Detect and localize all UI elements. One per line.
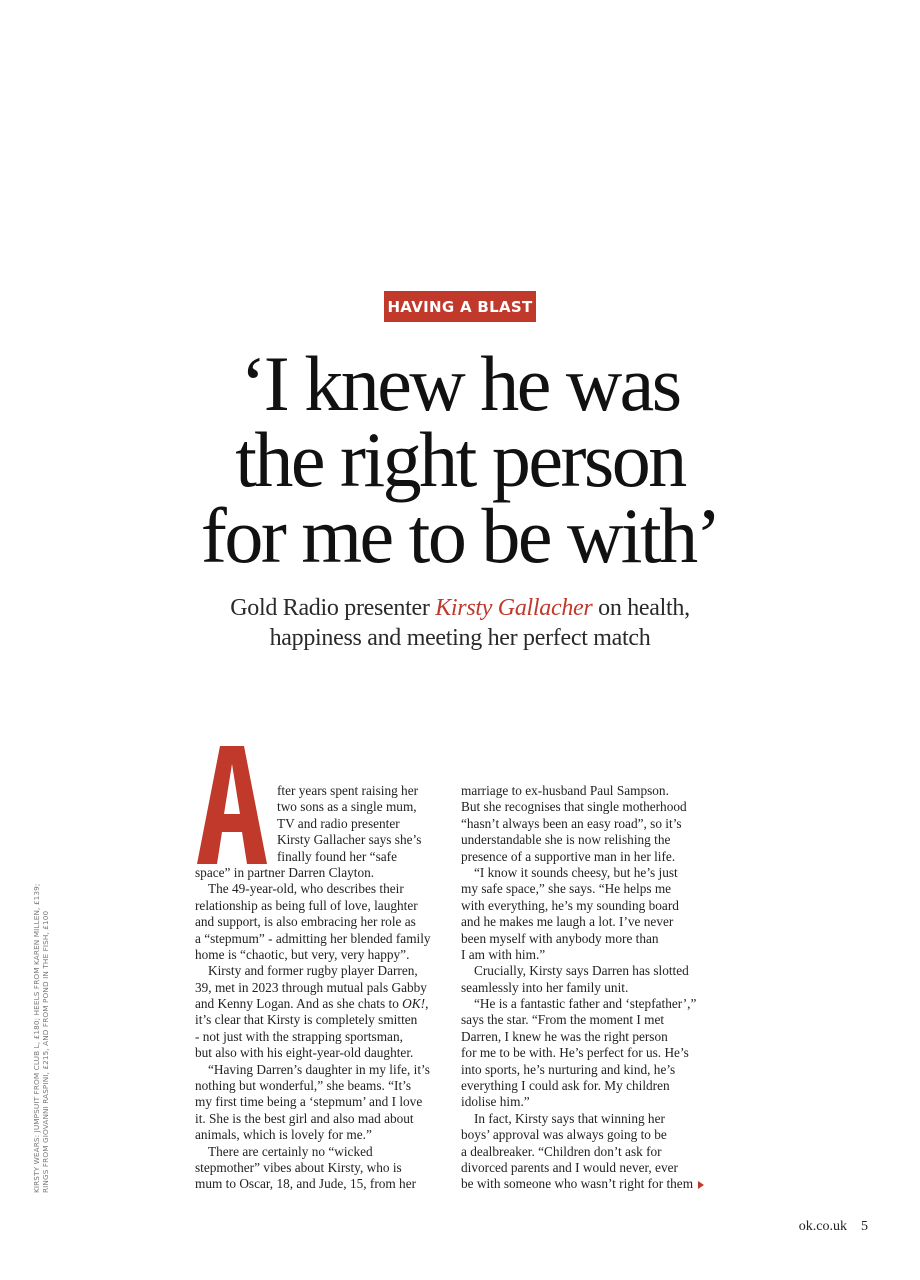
body-line: “I know it sounds cheesy, but he’s just (474, 864, 678, 880)
body-line: fter years spent raising her (277, 783, 419, 798)
body-line: seamlessly into her family unit. (461, 979, 629, 995)
body-line: finally found her “safe (277, 848, 397, 864)
body-line: Kirsty and former rugby player Darren, (208, 963, 418, 979)
body-line: In fact, Kirsty says that winning her (474, 1110, 665, 1126)
body-line: I am with him.” (461, 946, 546, 962)
fashion-credit-line-1: KIRSTY WEARS: JUMPSUIT FROM CLUB L, £180; HEELS FROM KAREN MILLEN, £139; (32, 883, 41, 1193)
body-line: “hasn’t always been an easy road”, so it’s (461, 815, 682, 831)
body-line: - not just with the strapping sportsman, (195, 1028, 403, 1044)
drop-cap-letter: A (97, 646, 98, 647)
body-line: home is “chaotic, but very, very happy”. (195, 946, 410, 962)
body-line: and support, is also embracing her role as (195, 914, 416, 930)
body-line (461, 1176, 723, 1192)
body-line: my first time being a ‘stepmum’ and I love (195, 1094, 423, 1110)
body-line: space” in partner Darren Clayton. (195, 864, 375, 880)
body-column-left (195, 783, 450, 1193)
body-line: a dealbreaker. “Children don’t ask for (461, 1143, 662, 1159)
magazine-name: OK! (402, 996, 426, 1012)
body-line: Darren, I knew he was the right person (461, 1028, 668, 1044)
body-text: and Kenny Logan. And as she chats to (195, 996, 403, 1012)
page-number: 5 (861, 1219, 868, 1234)
body-line: animals, which is lovely for me.” (195, 1127, 372, 1143)
body-column-right (461, 783, 723, 1193)
body-line: stepmother” vibes about Kirsty, who is (195, 1159, 402, 1175)
body-line: everything I could ask for. My children (461, 1078, 670, 1094)
headline (0, 340, 920, 579)
fashion-credit (32, 853, 50, 1193)
body-line: it’s clear that Kirsty is completely smitten (195, 1012, 418, 1028)
body-line: boys’ approval was always going to be (461, 1127, 667, 1143)
body-line: relationship as being full of love, laughter (195, 897, 418, 913)
body-line: “Having Darren’s daughter in my life, it’s (208, 1061, 430, 1077)
body-line: nothing but wonderful,” she beams. “It’s (195, 1078, 412, 1094)
body-line: into sports, he’s nurturing and kind, he’s (461, 1061, 676, 1077)
body-line: my safe space,” she says. “He helps me (461, 881, 672, 897)
body-line: a “stepmum” - admitting her blended family (195, 930, 431, 946)
body-line: Crucially, Kirsty says Darren has slotted (474, 963, 689, 979)
body-line: “He is a fantastic father and ‘stepfather’,” (474, 996, 697, 1012)
body-line: 39, met in 2023 through mutual pals Gabby (195, 979, 427, 995)
body-line: There are certainly no “wicked (208, 1143, 373, 1159)
body-line: and he makes me laugh a lot. I’ve never (461, 914, 674, 930)
standfirst-name: Kirsty Gallacher (435, 595, 593, 621)
standfirst-post: on health, (592, 595, 690, 621)
body-line: but also with his eight-year-old daughter. (195, 1045, 414, 1061)
body-text: , (425, 996, 429, 1012)
body-line: with everything, he’s my sounding board (461, 897, 679, 913)
body-line: marriage to ex-husband Paul Sampson. (461, 783, 669, 798)
page-footer (799, 1219, 868, 1235)
body-line: for me to be with. He’s perfect for us. He’s (461, 1045, 689, 1061)
headline-line-2: the right person (235, 416, 685, 503)
standfirst-pre: Gold Radio presenter (230, 595, 436, 621)
standfirst (0, 593, 920, 653)
continue-arrow-icon (698, 1181, 704, 1189)
body-line: presence of a supportive man in her life. (461, 848, 676, 864)
body-line: idolise him.” (461, 1094, 530, 1110)
fashion-credit-line-2: RINGS FROM GIOVANNI RASPINI, £215, AND FROM POND IN THE FISH, £100 (41, 910, 50, 1193)
body-line: But she recognises that single motherhood (461, 799, 687, 815)
body-line: been myself with anybody more than (461, 930, 659, 946)
standfirst-line-2: happiness and meeting her perfect match (269, 625, 651, 651)
body-line: understandable she is now relishing the (461, 832, 671, 848)
body-line: Kirsty Gallacher says she’s (277, 832, 422, 848)
body-text: be with someone who wasn’t right for them (461, 1176, 694, 1192)
body-line: TV and radio presenter (277, 815, 400, 831)
section-kicker: HAVING A BLAST (384, 291, 536, 322)
headline-line-1: ‘I knew he was (240, 340, 680, 427)
body-line: two sons as a single mum, (277, 799, 417, 815)
body-line (195, 996, 450, 1012)
body-line: mum to Oscar, 18, and Jude, 15, from her (195, 1176, 417, 1192)
headline-line-3: for me to be with’ (200, 492, 720, 579)
body-line: The 49-year-old, who describes their (208, 881, 404, 897)
site-url: ok.co.uk (798, 1219, 847, 1234)
body-line: says the star. “From the moment I met (461, 1012, 665, 1028)
body-line: it. She is the best girl and also mad about (195, 1110, 414, 1126)
body-line: divorced parents and I would never, ever (461, 1159, 678, 1175)
standfirst-line-1 (0, 593, 920, 623)
